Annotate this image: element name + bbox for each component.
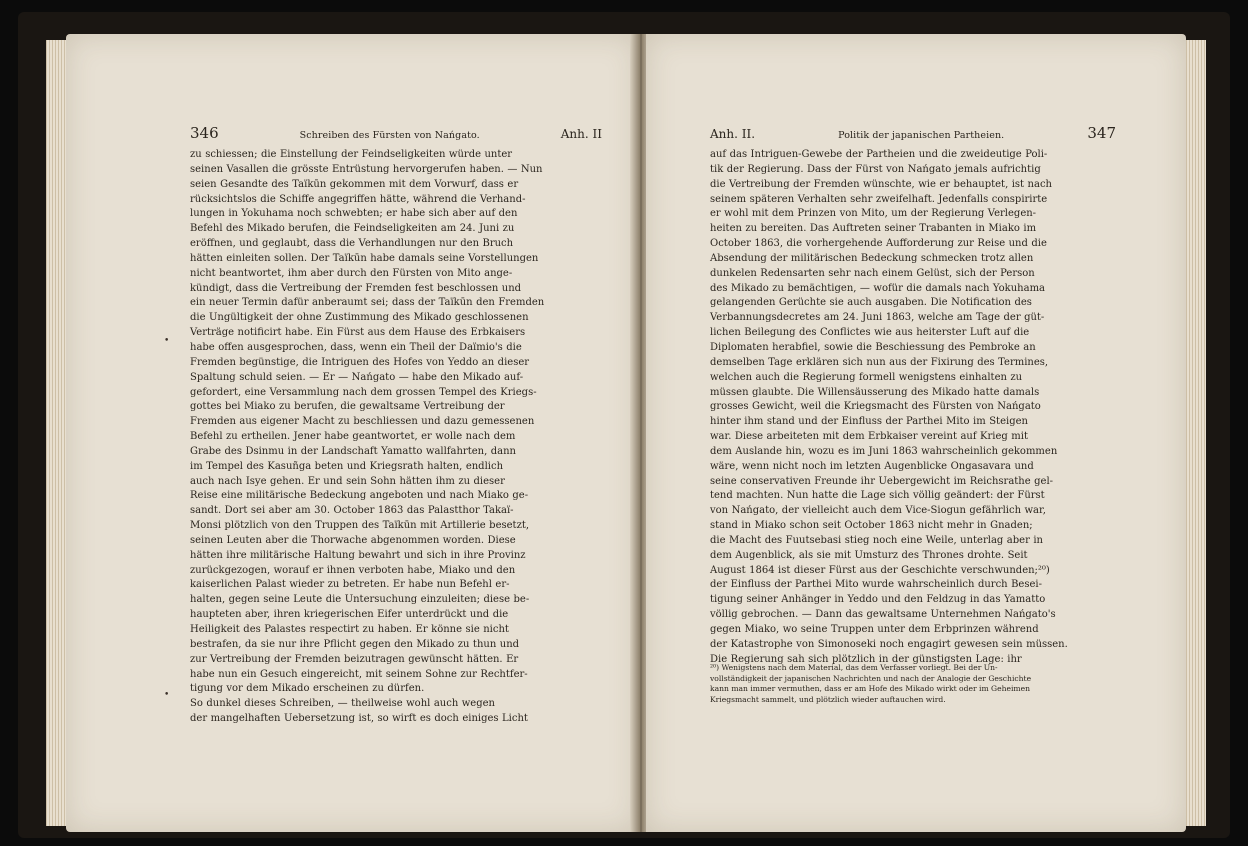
left-running-title: Schreiben des Fürsten von Nańgato.	[299, 130, 480, 141]
right-page	[646, 34, 1186, 832]
left-section-label: Anh. II	[560, 127, 602, 141]
right-page-body: auf das Intriguen-Gewebe der Partheien und die zweideutige Poli- tik der Regierung. Dass der Fürst von Nańgato jemals aufrichtig die Vertreibung der Fremden wünschte, wie er behauptet, ist nach seinem späteren Verhalten sehr zweifelhaft. Jedenfalls conspirirte er wohl mit dem Prinzen von Mito, um der Regierung Verlegen- heiten zu bereiten. Das Auftreten seiner Trabanten in Miako im October 1863, die vorhergehende Aufforderung zur Reise und die Absendung der militärischen Bedeckung schmecken trotz allen dunkelen Redensarten sehr nach einem Gelüst, sich der Person des Mikado zu bemächtigen, — wofür die damals nach Yokuhama gelangenden Gerüchte sie auch ausgaben. Die Notification des Verbannungsdecretes am 24. Juni 1863, welche am Tage der güt- lichen Beilegung des Conflictes wie aus heiterster Luft auf die Diplomaten herabfiel, sowie die Beschiessung des Pembroke an demselben Tage erklären sich nun aus der Fixirung des Termines, welchen auch die Regierung formell wenigstens einhalten zu müssen glaubte. Die Willensäusserung des Mikado hatte damals grosses Gewicht, weil die Kriegsmacht des Fürsten von Nańgato hinter ihm stand und der Einfluss der Parthei Mito im Steigen war. Diese arbeiteten mit dem Erbkaiser vereint auf Krieg mit dem Auslande hin, wozu es im Juni 1863 wahrscheinlich gekommen wäre, wenn nicht noch im letzten Augenblicke Ongasavara und seine conservativen Freunde ihr Uebergewicht im Reichsrathe gel- tend machten. Nun hatte die Lage sich völlig geändert: der Fürst von Nańgato, der vielleicht auch dem Vice-Siogun gefährlich war, stand in Miako schon seit October 1863 nicht mehr in Gnaden; die Macht des Fuutsebasi stieg noch eine Weile, unterlag aber in dem Augenblick, als sie mit Umsturz des Thrones drohte. Seit August 1864 ist dieser Fürst aus der Geschichte verschwunden;²⁰) der Einfluss der Parthei Mito wurde wahrscheinlich durch Besei- tigung seiner Anhänger in Yeddo und den Feldzug in das Yamatto völlig gebrochen. — Dann das gewaltsame Unternehmen Nańgato's gegen Miako, wo seine Truppen unter dem Erbprinzen während der Katastrophe von Simonoseki noch engagirt gewesen sein müssen. Die Regierung sah sich plötzlich in der günstigsten Lage: ihr	[710, 149, 1068, 665]
margin-dot: •	[164, 690, 170, 700]
left-page-header	[190, 124, 602, 144]
right-section-label: Anh. II.	[710, 127, 756, 141]
footnote: ²⁰) Wenigstens nach dem Material, das dem Verfasser vorliegt. Bei der Un- vollständigkeit der japanischen Nachrichten und nach der Analogie der Geschichte kann man immer vermuthen, dass er am Hofe des Mikado wirkt oder im Geheimen Kriegsmacht sammelt, und plötzlich wieder auftauchen wird.	[710, 663, 1032, 704]
right-page-header	[710, 124, 1116, 144]
left-page	[66, 34, 638, 832]
margin-dot: •	[164, 336, 170, 346]
right-running-title: Politik der japanischen Partheien.	[838, 130, 1005, 141]
right-page-number: 347	[1087, 124, 1116, 142]
left-page-number: 346	[190, 124, 219, 142]
open-book	[18, 12, 1230, 838]
left-page-body: zu schiessen; die Einstellung der Feindseligkeiten würde unter seinen Vasallen die grösste Entrüstung hervorgerufen haben. — Nun seien Gesandte des Taïkūn gekommen mit dem Vorwurf, dass er rücksichtslos die Schiffe angegriffen hätte, während die Verhand- lungen in Yokuhama noch schwebten; er habe sich aber auf den Befehl des Mikado berufen, die Feindseligkeiten am 24. Juni zu eröffnen, und geglaubt, dass die Verhandlungen nur den Bruch hätten einleiten sollen. Der Taïkūn habe damals seine Vorstellungen nicht beantwortet, ihm aber durch den Fürsten von Mito ange- kündigt, dass die Vertreibung der Fremden fest beschlossen und ein neuer Termin dafür anberaumt sei; dass der Taïkūn den Fremden die Ungültigkeit der ohne Zustimmung des Mikado geschlossenen Verträge notificirt habe. Ein Fürst aus dem Hause des Erbkaisers habe offen ausgesprochen, dass, wenn ein Theil der Daïmio's die Fremden begünstige, die Intriguen des Hofes von Yeddo an dieser Spaltung schuld seien. — Er — Nańgato — habe den Mikado auf- gefordert, eine Versammlung nach dem grossen Tempel des Kriegs- gottes bei Miako zu berufen, die gewaltsame Vertreibung der Fremden aus eigener Macht zu beschliessen und dazu gemessenen Befehl zu ertheilen. Jener habe geantwortet, er wolle nach dem Grabe des Dsinmu in der Landschaft Yamatto wallfahrten, dann im Tempel des Kasuñga beten und Kriegsrath halten, endlich auch nach Isye gehen. Er und sein Sohn hätten ihm zu dieser Reise eine militärische Bedeckung angeboten und nach Miako ge- sandt. Dort sei aber am 30. October 1863 das Palastthor Takaï- Monsi plötzlich von den Truppen des Taïkūn mit Artillerie besetzt, seinen Leuten aber die Thorwache abgenommen worden. Diese hätten ihre militärische Haltung bewahrt und sich in ihre Provinz zurückgezogen, worauf er ihnen verboten habe, Miako und den kaiserlichen Palast wieder zu betreten. Er habe nun Befehl er- halten, gegen seine Leute die Untersuchung einzuleiten; diese be- haupteten aber, ihren kriegerischen Eifer unterdrückt und die Heiligkeit des Palastes respectirt zu haben. Er könne sie nicht bestrafen, da sie nur ihre Pflicht gegen den Mikado zu thun und zur Vertreibung der Fremden beizutragen gewünscht hätten. Er habe nun ein Gesuch eingereicht, mit seinem Sohne zur Rechtfer- tigung vor dem Mikado erscheinen zu dürfen. So dunkel dieses Schreiben, — theilweise wohl auch wegen der mangelhaften Uebersetzung ist, so wirft es doch einiges Licht	[190, 149, 545, 725]
